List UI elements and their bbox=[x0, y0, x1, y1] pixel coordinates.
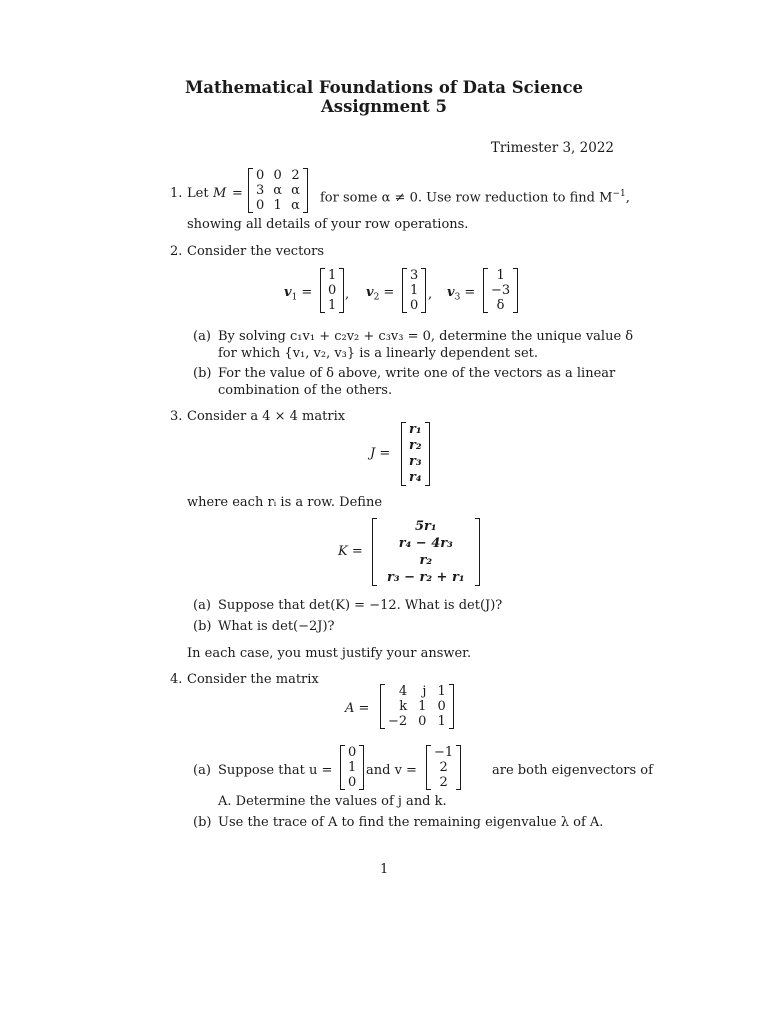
v1-cell: 1 bbox=[328, 298, 337, 313]
v-cell: 2 bbox=[439, 775, 448, 790]
q4a-mid: and v = bbox=[366, 763, 417, 778]
matrix-a-cell: 0 bbox=[437, 699, 446, 714]
q3a-text: Suppose that det(K) = −12. What is det(J)? bbox=[218, 598, 503, 613]
page-number: 1 bbox=[380, 862, 389, 877]
document-title: Mathematical Foundations of Data Science bbox=[185, 78, 583, 97]
v1-cell: 1 bbox=[328, 268, 337, 283]
matrix-a-cell: 1 bbox=[437, 714, 446, 729]
q4a-text-2: A. Determine the values of j and k. bbox=[218, 794, 447, 809]
q4b-label: (b) bbox=[193, 815, 212, 830]
k-row-cell: 5r₁ bbox=[414, 519, 437, 534]
q1-number: 1. bbox=[170, 186, 183, 201]
matrix-m-cell: α bbox=[291, 198, 300, 213]
q1-matrix-m bbox=[248, 168, 308, 213]
matrix-m-cell: 0 bbox=[256, 198, 265, 213]
q2a-text-2: for which {v₁, v₂, v₃} is a linearly dependent set. bbox=[218, 346, 538, 361]
k-row-cell: r₄ − 4r₃ bbox=[398, 536, 453, 551]
a-label: A = bbox=[345, 701, 370, 716]
v2-cell: 0 bbox=[410, 298, 419, 313]
matrix-a-cell: 1 bbox=[437, 684, 446, 699]
v3-cell: −3 bbox=[491, 283, 511, 298]
matrix-a-cell: 1 bbox=[418, 699, 427, 714]
v3-cell: 1 bbox=[496, 268, 505, 283]
q3-row-text: where each rᵢ is a row. Define bbox=[187, 495, 383, 510]
v2-label: $v_2$ = bbox=[366, 285, 395, 303]
matrix-a-cell: k bbox=[399, 699, 408, 714]
v2-separator: , bbox=[428, 287, 433, 302]
q3b-text: What is det(−2J)? bbox=[218, 619, 335, 634]
v1-cell: 0 bbox=[328, 283, 337, 298]
j-matrix bbox=[401, 422, 430, 486]
k-row-cell: r₂ bbox=[419, 553, 433, 568]
v-vector bbox=[426, 745, 461, 790]
j-row-cell: r₂ bbox=[409, 438, 422, 453]
q1-m-symbol: M bbox=[213, 186, 227, 201]
q1-instruction-2: showing all details of your row operations. bbox=[187, 217, 469, 232]
v3-cell: δ bbox=[496, 298, 505, 313]
u-cell: 0 bbox=[348, 775, 357, 790]
v-cell: −1 bbox=[434, 745, 454, 760]
v1-vector bbox=[320, 268, 344, 313]
k-row-cell: r₃ − r₂ + r₁ bbox=[387, 570, 465, 585]
v1-separator: , bbox=[345, 287, 350, 302]
q4a-label: (a) bbox=[193, 763, 211, 778]
q3b-label: (b) bbox=[193, 619, 212, 634]
q3-justify: In each case, you must justify your answer. bbox=[187, 646, 472, 661]
u-cell: 1 bbox=[348, 760, 357, 775]
matrix-m-cell: 1 bbox=[273, 198, 282, 213]
v2-cell: 1 bbox=[410, 283, 419, 298]
q2-intro: Consider the vectors bbox=[187, 244, 325, 259]
v3-label: $v_3$ = bbox=[447, 285, 476, 303]
q4a-pre: Suppose that u = bbox=[218, 763, 333, 778]
j-row-cell: r₄ bbox=[409, 470, 422, 485]
j-label: J = bbox=[370, 446, 391, 461]
matrix-m-cell: 3 bbox=[256, 183, 265, 198]
q4-intro: Consider the matrix bbox=[187, 672, 319, 687]
matrix-a-cell: j bbox=[422, 684, 427, 699]
matrix-m-cell: 2 bbox=[291, 168, 300, 183]
v3-vector bbox=[483, 268, 518, 313]
matrix-m-cell: α bbox=[291, 183, 300, 198]
matrix-a-cell: −2 bbox=[388, 714, 408, 729]
q1-let: Let bbox=[187, 186, 209, 201]
k-label: K = bbox=[338, 544, 363, 559]
q2b-text-1: For the value of δ above, write one of the vectors as a linear bbox=[218, 366, 616, 381]
matrix-m-cell: 0 bbox=[256, 168, 265, 183]
matrix-m-cell: α bbox=[273, 183, 283, 198]
q2b-text-2: combination of the others. bbox=[218, 383, 393, 398]
v2-vector bbox=[402, 268, 426, 313]
j-row-cell: r₁ bbox=[409, 422, 422, 437]
v1-label: $v_1$ = bbox=[284, 285, 313, 303]
q1-equals: = bbox=[232, 186, 243, 201]
assignment-title: Assignment 5 bbox=[321, 97, 447, 116]
q4a-post: are both eigenvectors of bbox=[492, 763, 653, 778]
q2a-text-1: By solving c₁v₁ + c₂v₂ + c₃v₃ = 0, determine the unique value δ bbox=[218, 329, 634, 344]
q3a-label: (a) bbox=[193, 598, 211, 613]
a-matrix bbox=[380, 684, 454, 729]
k-matrix bbox=[372, 518, 480, 586]
q3-number: 3. bbox=[170, 409, 183, 424]
q4b-text: Use the trace of A to find the remaining eigenvalue λ of A. bbox=[218, 815, 604, 830]
v-cell: 2 bbox=[439, 760, 448, 775]
q2a-label: (a) bbox=[193, 329, 211, 344]
matrix-a-cell: 4 bbox=[398, 684, 408, 699]
q3-intro: Consider a 4 × 4 matrix bbox=[187, 409, 346, 424]
matrix-a-cell: 0 bbox=[418, 714, 427, 729]
q2b-label: (b) bbox=[193, 366, 212, 381]
q2-number: 2. bbox=[170, 244, 183, 259]
v2-cell: 3 bbox=[410, 268, 419, 283]
matrix-m-cell: 0 bbox=[273, 168, 282, 183]
u-cell: 0 bbox=[348, 745, 357, 760]
term-label: Trimester 3, 2022 bbox=[490, 140, 614, 156]
q1-instruction: for some α ≠ 0. Use row reduction to find $M^{-1}$, bbox=[320, 189, 630, 206]
u-vector bbox=[340, 745, 364, 790]
j-row-cell: r₃ bbox=[409, 454, 422, 469]
q4-number: 4. bbox=[170, 672, 183, 687]
